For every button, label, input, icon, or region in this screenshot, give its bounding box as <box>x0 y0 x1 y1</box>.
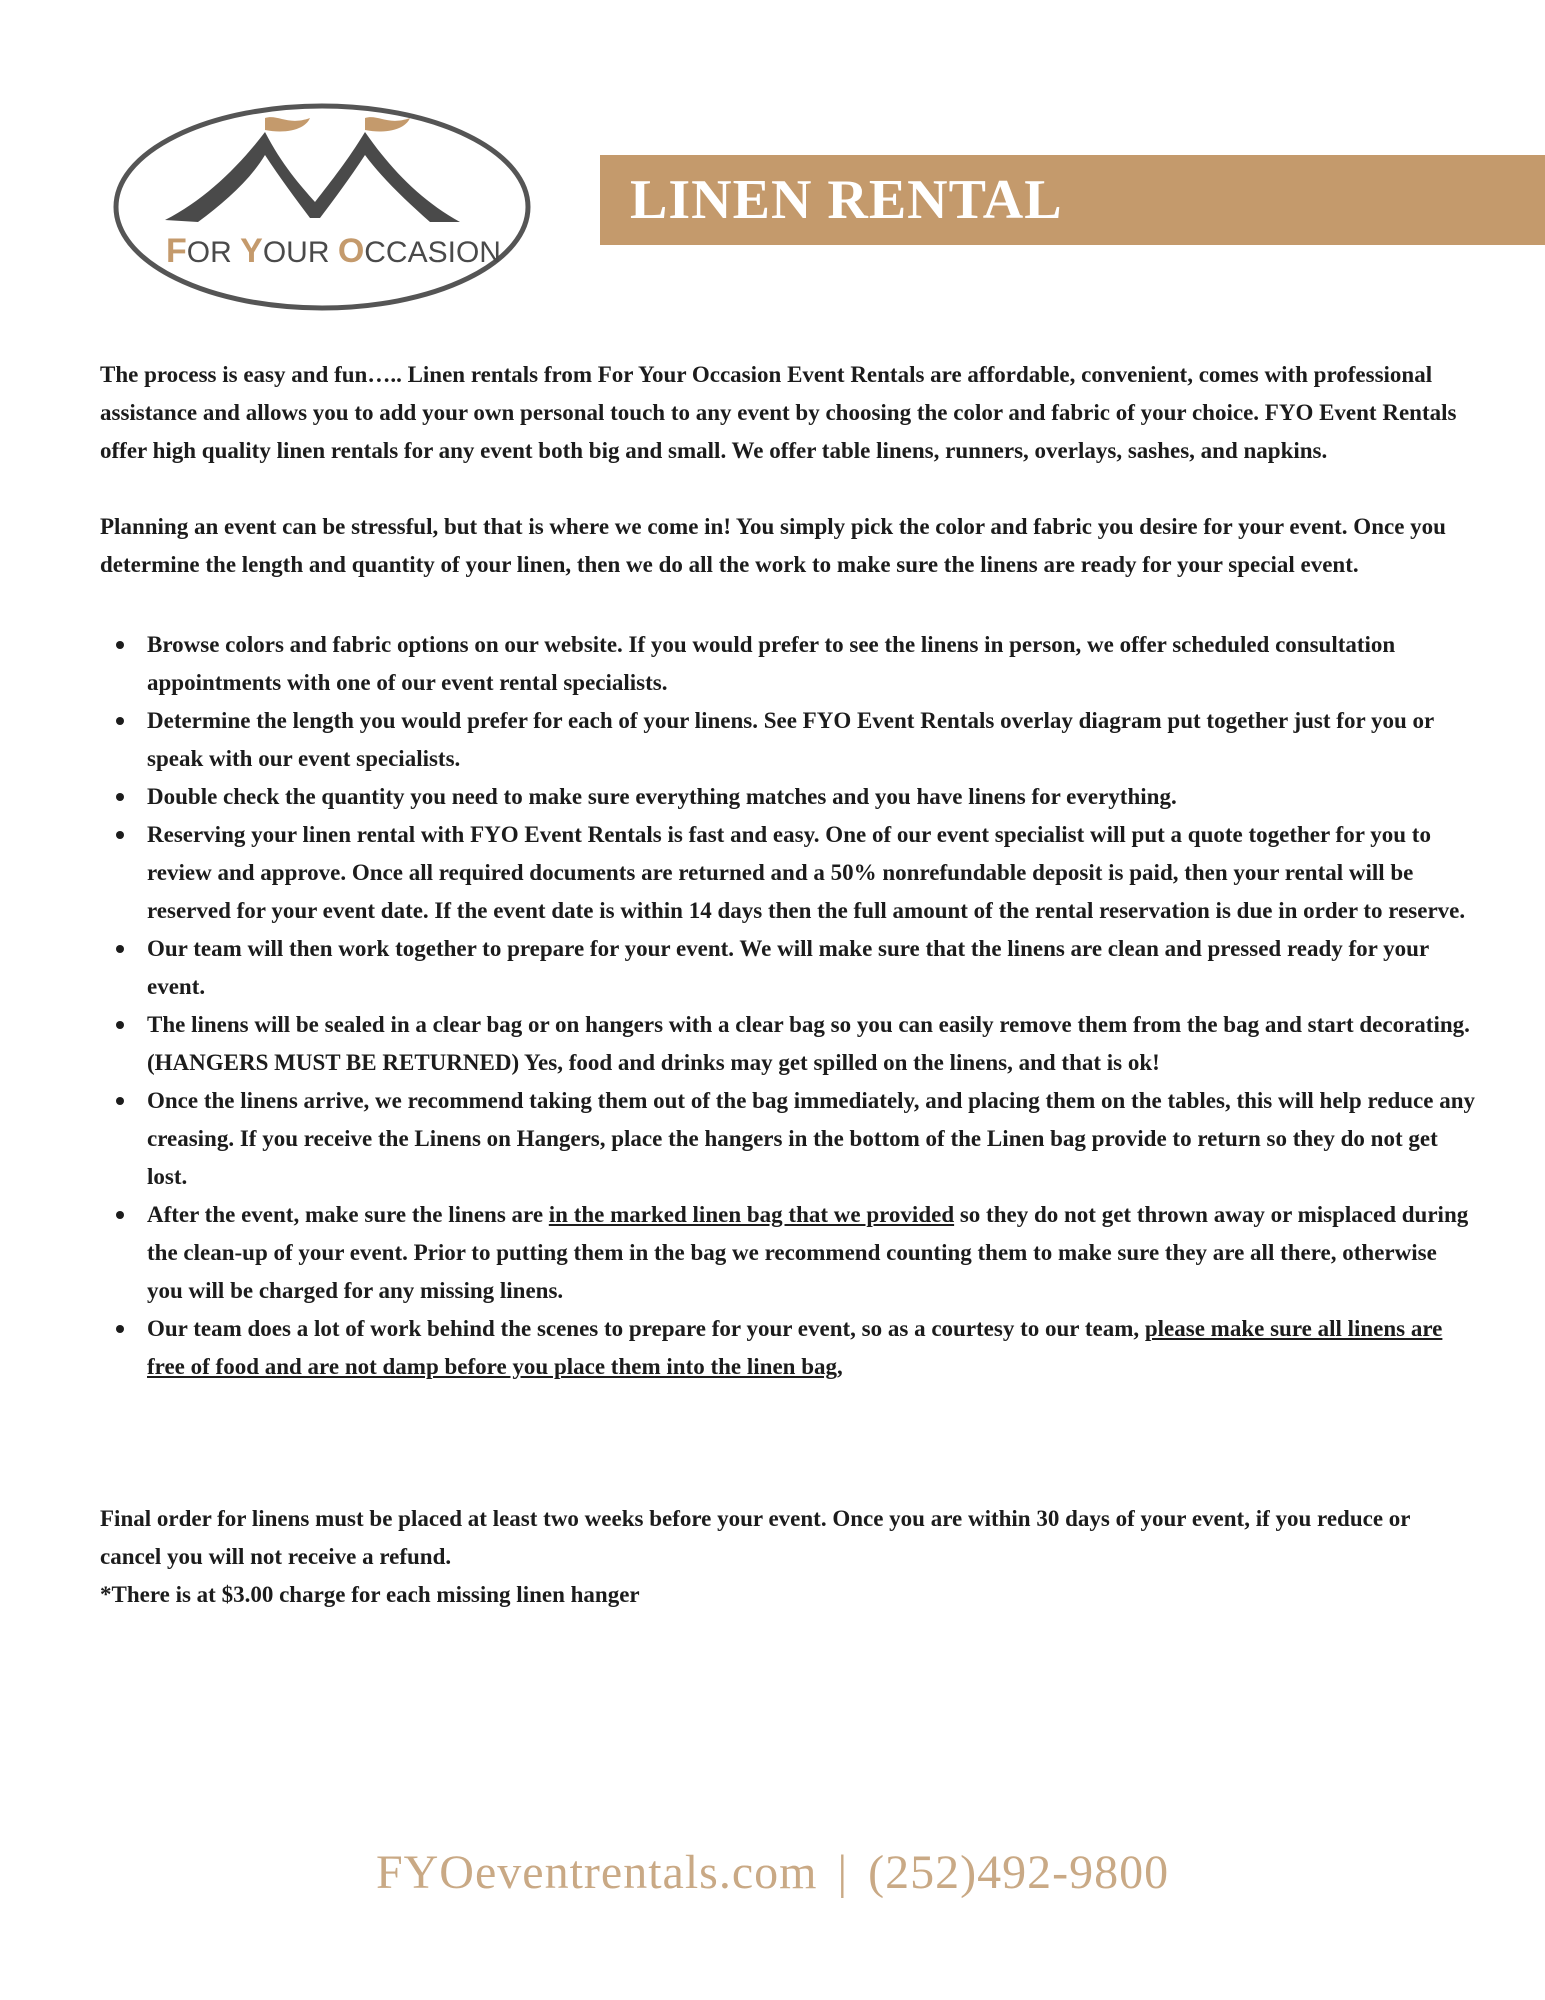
step-8-underlined-text: in the marked linen bag that we provided <box>548 1202 955 1227</box>
logo-word-ccasion: CCASION <box>364 236 501 269</box>
title-banner <box>600 155 1545 245</box>
intro-paragraph-1: The process is easy and fun….. Linen rentals from For Your Occasion Event Rentals are affordable, convenient, comes with professional assistance and allows you to add your own personal touch to any event by choosing the color and fabric of your choice. FYO Event Rentals offer high quality linen rentals for any event both big and small. We offer table linens, runners, overlays, sashes, and napkins. <box>100 362 1457 463</box>
intro-paragraph-2: Planning an event can be stressful, but that is where we come in! You simply pick the color and fabric you desire for your event. Once you determine the length and quantity of your linen, then we do all the work to make sure the linens are ready for your special event. <box>100 514 1446 577</box>
logo-letter-f: F <box>166 232 187 270</box>
step-item-5: Our team will then work together to prepare for your event. We will make sure that the linens are clean and pressed ready for your event. <box>100 930 1475 1006</box>
step-item-1: Browse colors and fabric options on our website. If you would prefer to see the linens in person, we offer scheduled consultation appointments with one of our event rental specialists. <box>100 626 1475 702</box>
steps-list <box>100 626 1475 1386</box>
logo-letter-y: Y <box>240 232 263 270</box>
company-logo <box>110 100 535 315</box>
hanger-charge-note: *There is at $3.00 charge for each missing linen hanger <box>100 1582 640 1607</box>
step-9-text-before: Our team does a lot of work behind the scenes to prepare for your event, so as a courtesy to our team, <box>147 1316 1145 1341</box>
logo-word-our: OUR <box>262 236 338 269</box>
step-item-2: Determine the length you would prefer for each of your linens. See FYO Event Rentals overlay diagram put together just for you or speak with our event specialists. <box>100 702 1475 778</box>
logo-word-or: OR <box>186 236 241 269</box>
step-item-6: The linens will be sealed in a clear bag or on hangers with a clear bag so you can easily remove them from the bag and start decorating. (HANGERS MUST BE RETURNED) Yes, food and drinks may get spilled on the linens, and that is ok! <box>100 1006 1475 1082</box>
page-title: LINEN RENTAL <box>630 169 1063 231</box>
step-9-underlined-text: please make sure all linens are free of food and are not damp before you place them into the linen bag <box>147 1316 1443 1379</box>
step-8-text-before: After the event, make sure the linens are <box>147 1202 549 1227</box>
step-item-9 <box>100 1310 1475 1386</box>
step-9-text-after: , <box>837 1354 843 1379</box>
website-link[interactable]: FYOeventrentals.com <box>375 1846 818 1899</box>
step-item-4: Reserving your linen rental with FYO Event Rentals is fast and easy. One of our event specialist will put a quote together for you to review and approve. Once all required documents are returned and a 50% nonrefundable deposit is paid, then your rental will be reserved for your event date. If the event date is within 14 days then the full amount of the rental reservation is due in order to reserve. <box>100 816 1475 930</box>
document-body <box>100 356 1475 1614</box>
logo-letter-o: O <box>337 232 365 270</box>
phone-number[interactable]: (252)492-9800 <box>868 1846 1170 1899</box>
final-notes <box>100 1500 1475 1614</box>
step-item-8 <box>100 1196 1475 1310</box>
step-8-text-after: so they do not get thrown away or misplaced during the clean-up of your event. Prior to putting them in the bag we recommend counting them to make sure they are all there, otherwise you will be charged for any missing linens. <box>147 1202 1469 1303</box>
step-item-3: Double check the quantity you need to make sure everything matches and you have linens for everything. <box>100 778 1475 816</box>
footer-contact <box>0 1845 1545 1900</box>
svg-text:FOR YOUR OCCASION <box>166 232 501 270</box>
step-item-7: Once the linens arrive, we recommend taking them out of the bag immediately, and placing them on the tables, this will help reduce any creasing. If you receive the Linens on Hangers, place the hangers in the bottom of the Linen bag provide to return so they do not get lost. <box>100 1082 1475 1196</box>
final-order-note: Final order for linens must be placed at least two weeks before your event. Once you are within 30 days of your event, if you reduce or cancel you will not receive a refund. <box>100 1506 1411 1569</box>
footer-separator: | <box>837 1846 849 1899</box>
